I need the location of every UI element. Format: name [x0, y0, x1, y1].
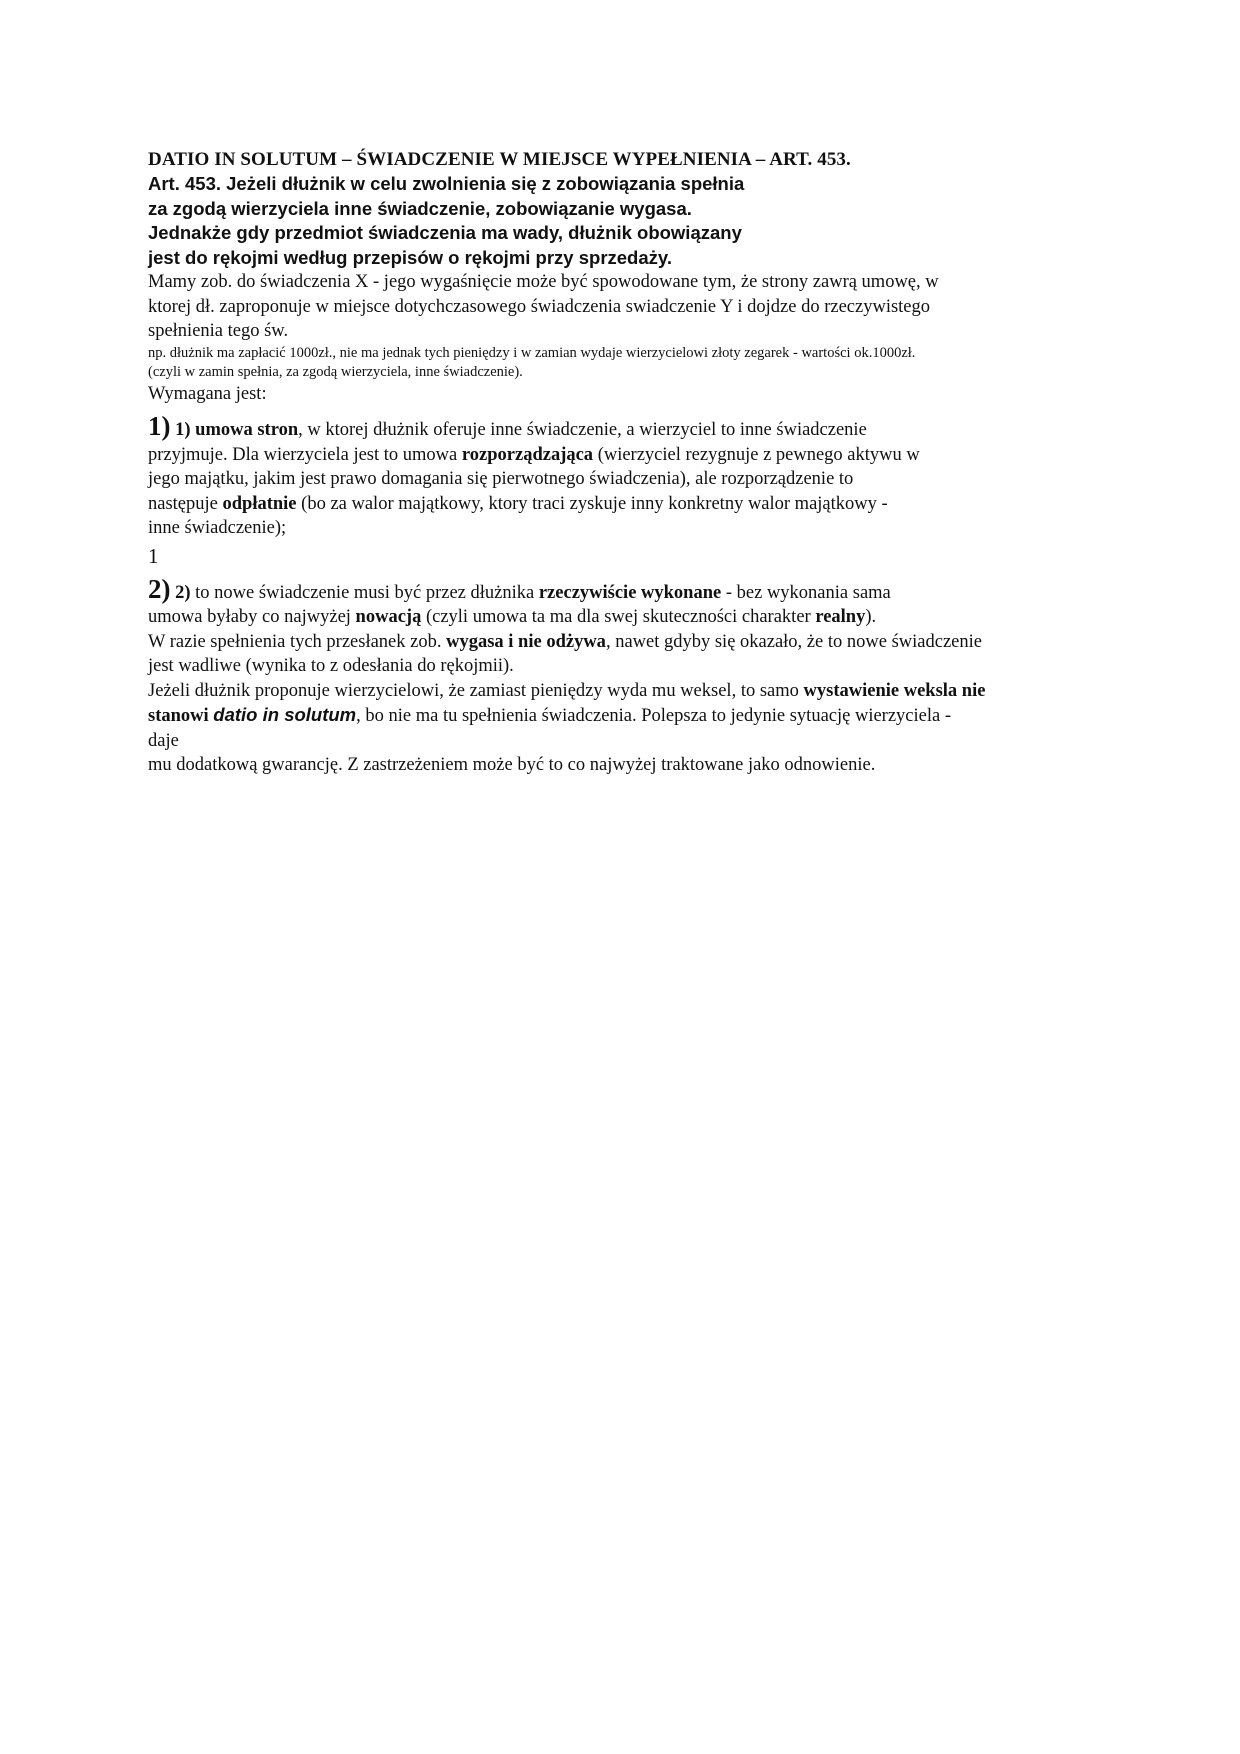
point-2-line — [148, 605, 1108, 630]
point-1-line — [148, 443, 1108, 468]
closing-term: wystawienie weksla nie — [803, 680, 986, 701]
point-2-line — [148, 575, 1108, 606]
point-2-number: 2) — [175, 582, 191, 603]
point-1-text: , w ktorej dłużnik oferuje inne świadczenie, a wierzyciel to inne świadczenie — [298, 420, 867, 440]
point-1-number: 1) — [175, 420, 191, 440]
intro-line: Mamy zob. do świadczenia X - jego wygaśnięcie może być spowodowane tym, że strony zawrą umowę, w — [148, 272, 939, 292]
closing-line: jest wadliwe (wynika to z odesłania do rękojmii). — [148, 656, 514, 676]
article-line: za zgodą wierzyciela inne świadczenie, zobowiązanie wygasa. — [148, 197, 692, 219]
point-2-text: to nowe świadczenie musi być przez dłużnika — [190, 582, 539, 603]
point-1-term: odpłatnie — [222, 493, 297, 514]
point-1-line: jego majątku, jakim jest prawo domagania się pierwotnego świadczenia), ale rozporządzenie to — [148, 469, 854, 489]
point-1-text: przyjmuje. Dla wierzyciela jest to umowa — [148, 444, 462, 465]
closing-line — [148, 630, 1108, 655]
point-1-marker: 1) — [148, 411, 171, 441]
closing-latin-term: datio in solutum — [213, 704, 357, 725]
point-1-term: umowa stron — [195, 420, 299, 440]
point-1-term: rozporządzająca — [461, 444, 594, 465]
example-paragraph — [148, 344, 1108, 382]
intro-line: ktorej dł. zaproponuje w miejsce dotychczasowego świadczenia swiadczenie Y i dojdze do rzeczywistego — [148, 296, 931, 317]
point-1-line: inne świadczenie); — [148, 518, 287, 538]
closing-term: wygasa i nie odżywa — [446, 631, 606, 652]
point-2 — [148, 575, 1108, 630]
closing-line: daje — [148, 730, 179, 751]
point-2-term: realny — [815, 607, 866, 627]
article-line: Art. 453. Jeżeli dłużnik w celu zwolnienia się z zobowiązania spełnia — [148, 173, 745, 194]
closing-line: mu dodatkową gwarancję. Z zastrzeżeniem może być to co najwyżej traktowane jako odnowienie. — [148, 755, 876, 775]
document-body — [148, 148, 1108, 778]
example-line: (czyli w zamin spełnia, za zgodą wierzyciela, inne świadczenie). — [148, 363, 523, 380]
example-line: np. dłużnik ma zapłacić 1000zł., nie ma jednak tych pieniędzy i w zamian wydaje wierzycielowi złoty zegarek - wartości ok.1000zł. — [148, 344, 916, 361]
closing-term: stanowi — [148, 706, 214, 726]
closing-text: , bo nie ma tu spełnienia świadczenia. Polepsza to jedynie sytuację wierzyciela - — [356, 706, 952, 726]
point-2-term: nowacją — [355, 607, 422, 627]
point-2-text: umowa byłaby co najwyżej — [148, 607, 356, 627]
point-1-line — [148, 492, 1108, 517]
point-2-text: ). — [865, 607, 877, 627]
point-1 — [148, 412, 1108, 569]
closing-line — [148, 679, 1108, 704]
point-1-text: następuje — [148, 493, 223, 514]
point-1-text: (bo za walor majątkowy, ktory traci zyskuje inny konkretny walor majątkowy - — [296, 493, 888, 514]
point-1-text: (wierzyciel rezygnuje z pewnego aktywu w — [593, 444, 920, 465]
article-line: Jednakże gdy przedmiot świadczenia ma wady, dłużnik obowiązany — [148, 222, 742, 243]
article-quote — [148, 172, 1108, 270]
closing-paragraph — [148, 630, 1108, 778]
closing-line — [148, 703, 1108, 729]
point-2-text: (czyli umowa ta ma dla swej skuteczności charakter — [421, 607, 816, 627]
closing-text: Jeżeli dłużnik proponuje wierzycielowi, że zamiast pieniędzy wyda mu weksel, to samo — [148, 680, 804, 701]
point-2-text: - bez wykonania sama — [721, 582, 891, 603]
page-number: 1 — [148, 543, 159, 568]
closing-text: , nawet gdyby się okazało, że to nowe świadczenie — [605, 631, 982, 652]
required-label: Wymagana jest: — [148, 383, 267, 404]
point-2-marker: 2) — [148, 573, 171, 604]
point-2-term: rzeczywiście wykonane — [538, 582, 722, 603]
intro-paragraph — [148, 270, 1108, 344]
intro-line: spełnienia tego św. — [148, 321, 289, 341]
article-line: jest do rękojmi według przepisów o rękojmi przy sprzedaży. — [148, 246, 672, 268]
point-1-line — [148, 412, 1108, 443]
document-title: DATIO IN SOLUTUM – ŚWIADCZENIE W MIEJSCE WYPEŁNIENIA – ART. 453. — [148, 149, 851, 170]
closing-text: W razie spełnienia tych przesłanek zob. — [148, 631, 447, 652]
